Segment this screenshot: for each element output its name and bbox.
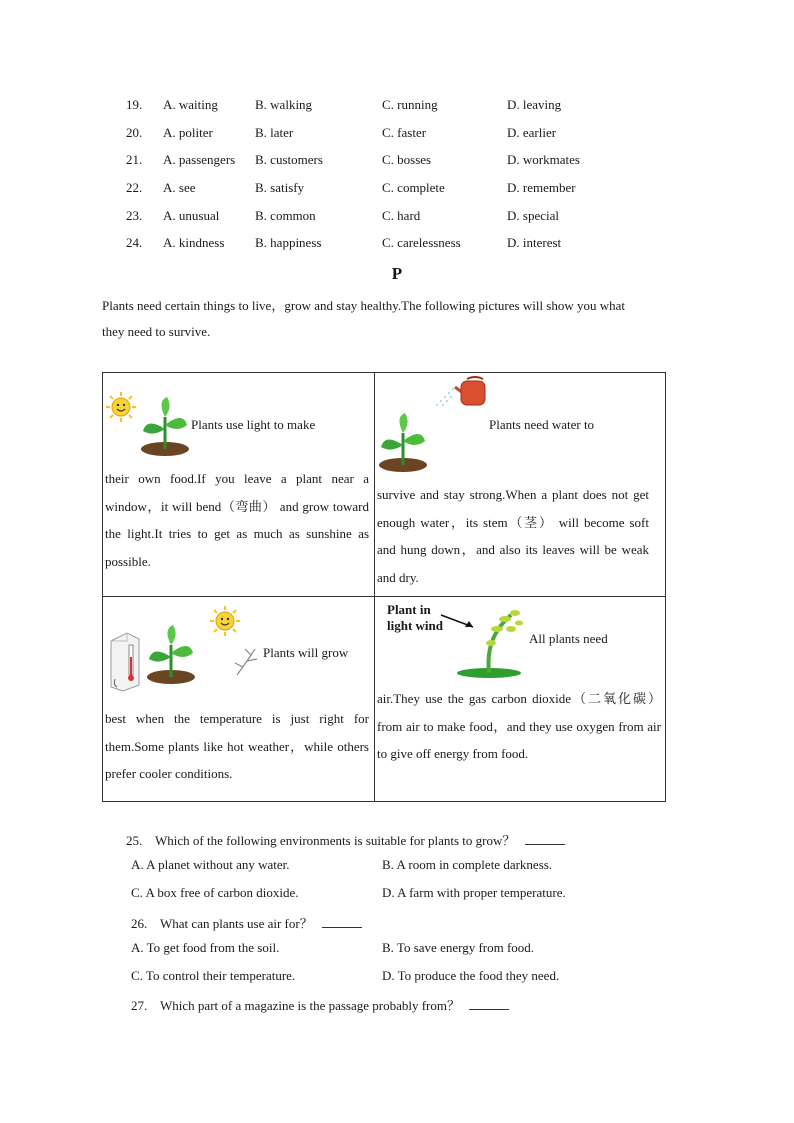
cell-light-body: their own food.If you leave a plant near a window，it will bend（弯曲） and grow toward the light.It tries to get as much as sunshine as possible. — [105, 471, 369, 569]
question-text: Which part of a magazine is the passage probably from？ — [160, 998, 460, 1013]
intro-line: Plants need certain things to live，grow and stay healthy.The following pictures will show you what — [102, 298, 626, 313]
option-b: B. walking — [255, 97, 313, 112]
answer-blank[interactable] — [469, 997, 509, 1010]
section-heading: P — [391, 264, 403, 283]
option-a: A. kindness — [163, 235, 225, 250]
question-stem — [131, 913, 362, 932]
cell-air-lead: All plants need — [529, 631, 608, 646]
plant-icon — [145, 623, 197, 685]
table-divider-horizontal — [103, 596, 665, 597]
option-c: C. faster — [382, 125, 427, 140]
sun-icon — [209, 605, 241, 637]
option-d: D. remember — [507, 180, 576, 195]
question-number: 25. — [126, 833, 143, 848]
question-number: 24. — [126, 235, 143, 250]
plant-needs-table — [102, 372, 666, 802]
option-c: C. bosses — [382, 152, 432, 167]
question-stem — [126, 830, 565, 849]
question-stem — [131, 995, 509, 1014]
question-number: 27. — [131, 998, 148, 1013]
option-b: B. common — [255, 208, 316, 223]
thermometer-box-icon — [107, 631, 141, 693]
choice-b: B. To save energy from food. — [382, 940, 535, 955]
option-d: D. earlier — [507, 125, 557, 140]
option-d: D. special — [507, 208, 559, 223]
watering-can-icon — [429, 375, 489, 415]
figure-label-line: light wind — [387, 618, 443, 633]
figure-label-line: Plant in — [387, 602, 431, 617]
option-c: C. carelessness — [382, 235, 461, 250]
figure-label — [387, 602, 443, 634]
option-a: A. passengers — [163, 152, 236, 167]
answer-blank[interactable] — [322, 915, 362, 928]
choice-a: A. To get food from the soil. — [131, 940, 280, 955]
choice-c: C. To control their temperature. — [131, 968, 296, 983]
option-d: D. workmates — [507, 152, 580, 167]
table-divider-vertical — [374, 373, 375, 801]
option-b: B. happiness — [255, 235, 322, 250]
question-number: 21. — [126, 152, 143, 167]
cell-air-body: air.They use the gas carbon dioxide（二氧化碳） from air to make food，and they use oxygen from air to give off energy from food. — [377, 691, 661, 761]
answer-blank[interactable] — [525, 832, 565, 845]
choice-a: A. A planet without any water. — [131, 857, 290, 872]
option-b: B. later — [255, 125, 294, 140]
choice-d: D. A farm with proper temperature. — [382, 885, 566, 900]
sun-icon — [105, 391, 137, 423]
cell-temperature-body: best when the temperature is just right for them.Some plants like hot weather，while others prefer cooler conditions. — [105, 711, 369, 781]
cell-temperature-lead: Plants will grow — [263, 645, 349, 660]
option-c: C. hard — [382, 208, 421, 223]
choice-c: C. A box free of carbon dioxide. — [131, 885, 299, 900]
choice-d: D. To produce the food they need. — [382, 968, 560, 983]
plant-in-wind-icon — [453, 603, 527, 679]
option-b: B. customers — [255, 152, 323, 167]
question-number: 26. — [131, 916, 148, 931]
choice-b: B. A room in complete darkness. — [382, 857, 553, 872]
option-c: C. running — [382, 97, 438, 112]
plant-icon — [139, 395, 191, 457]
question-number: 23. — [126, 208, 143, 223]
question-number: 22. — [126, 180, 143, 195]
cell-water-body: survive and stay strong.When a plant does not get enough water，its stem（茎） will become soft and hung down，and also its leaves will be weak and dry. — [377, 487, 649, 585]
option-a: A. waiting — [163, 97, 218, 112]
option-b: B. satisfy — [255, 180, 305, 195]
option-d: D. interest — [507, 235, 562, 250]
question-number: 19. — [126, 97, 143, 112]
intro-line: they need to survive. — [102, 324, 211, 339]
question-text: What can plants use air for？ — [160, 916, 313, 931]
question-number: 20. — [126, 125, 143, 140]
cell-water-lead: Plants need water to — [489, 417, 595, 432]
option-a: A. politer — [163, 125, 213, 140]
cell-light-lead: Plants use light to make — [191, 417, 316, 432]
intro-paragraph — [102, 293, 672, 345]
question-text: Which of the following environments is suitable for plants to grow？ — [155, 833, 516, 848]
option-d: D. leaving — [507, 97, 562, 112]
option-c: C. complete — [382, 180, 445, 195]
option-a: A. see — [163, 180, 196, 195]
option-a: A. unusual — [163, 208, 220, 223]
plant-icon — [377, 411, 429, 473]
bare-twig-icon — [231, 643, 261, 677]
